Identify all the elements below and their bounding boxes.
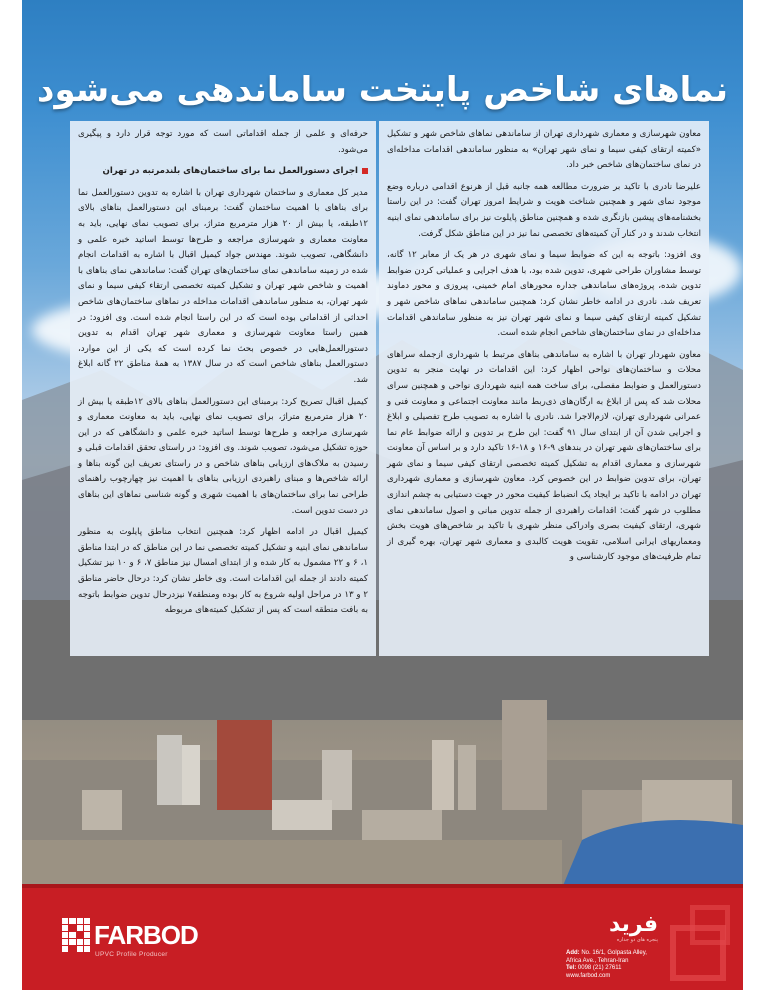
article-column-right	[379, 121, 709, 656]
address-label: Add:	[566, 950, 580, 956]
article-paragraph: کیمیل اقبال در ادامه اظهار کرد: همچنین انتخاب مناطق پایلوت به منظور ساماندهی نمای ابنیه و تشکیل کمیته تخصصی نما در این مناطق که در ابتدا مناطق ۱، ۶ و ۲۲ مشمول به کار شده و از ابتدای امسال نیز مناطق ۷، ۶ و ۱۰ نیز تشکیل کمیته دادند از جمله این اقدامات است. وی خاطر نشان کرد: درحال حاضر مناطق ۲ و ۱۳ در مراحل اولیه شروع به کار بوده ومنطقه۷ نیزدرحال تدوین ضوابط باتوجه به بافت منطقه است که پس از تشکیل کمیته‌های مربوطه	[78, 527, 368, 616]
article-paragraph: علیرضا نادری با تاکید بر ضرورت مطالعه همه جانبه قبل از هرنوع اقدامی درباره وضع موجود نمای شهر و همچنین شناخت هویت و شرایط امروز تهران گفت: در این راستا بخشنامه‌های پیشین بازنگری شده و همچنین مناطق پایلوت نیز برای ساماندهی نمای ابنیه انتخاب شدند و در کنار آن کمیته‌های تخصصی نما نیز در این مناطق شکل گرفت.	[387, 181, 701, 239]
article-column-left	[70, 121, 376, 656]
article-paragraph: حرفه‌ای و علمی از جمله اقداماتی است که مورد توجه قرار دارد و پیگیری می‌شود.	[78, 129, 368, 155]
farbod-tagline: UPVC Profile Producer	[95, 951, 168, 958]
city-buildings	[22, 640, 743, 888]
section-subheading	[78, 164, 368, 180]
decorative-square	[670, 925, 726, 981]
article-paragraph: معاون شهردار تهران با اشاره به ساماندهی بناهای مرتبط با شهرداری ازجمله سراهای محلات و ساختمان‌های نواحی اظهار کرد: این اقدامات در نهایت منجر به تدوین دستورالعمل و ضوابط مفصلی، برای ساخت همه ابنیه شهرداری نواحی و همچنین سرای محلات شد که پس از ابلاغ به ارگان‌های ذی‌ربط مانند معاونت اجتماعی و معاونت فنی و عمرانی شهرداری تهران، لازم‌الاجرا شد. نادری با اشاره به تصویب طرح تفصیلی و ابلاغ و اجرایی شدن آن از ابتدای سال ۹۱ گفت: این طرح بر تدوین و ارائه ضوابط عام نما برای ساختمان‌های شهر تهران در بندهای ۹-۱۶ و ۱۸-۱۶ تاکید دارد و بر اساس آن معاونت شهرسازی و معماری اقدام به تشکیل کمیته تخصصی ارتقای کیفی سیما و نمای شهر تهران، برای تدوین ضوابط در این خصوص کرد. معاون شهرسازی و معماری شهرداری تهران در ادامه با تاکید بر ایجاد یک انضباط کیفیت محور در جهت دستیابی به چشم اندازی مطلوب در شهر گفت: اقدامات راهبردی از جمله تدوین مبانی و اصول ساماندهی نمای شهری، ارتقای کیفیت بصری وادراکی منظر شهری با تاکید بر شاخص‌های هویت بخش ومعماریهای ایرانی اسلامی، تقویت هویت کالبدی و معماری شهر تهران، بهره گیری از تمام ظرفیت‌های موجود کارشناسی و	[387, 349, 702, 563]
tel-number: 0098 (21) 27611	[577, 965, 622, 971]
red-bullet-icon	[362, 168, 368, 174]
address-line-2: Africa Ave., Tehran-Iran	[566, 957, 629, 964]
farbod-wordmark: FARBOD	[94, 919, 198, 950]
tel-label: Tel:	[566, 965, 577, 971]
address-line-1: No. 16/1, Golpasta Alley,	[581, 950, 647, 956]
article-paragraph: معاون شهرسازی و معماری شهرداری تهران از ساماندهی نماهای شاخص شهر و تشکیل «کمیته ارتقای کیفی سیما و نمای شهر تهران» به منظور ساماندهی اقدامات مداخله‌ای در نمای ساختمان‌های شاخص خبر داد.	[387, 129, 701, 171]
farbod-grid-icon	[62, 918, 90, 952]
subheading-text: اجرای دستورالعمل نما برای ساختمان‌های بلندمرتبه در تهران	[102, 166, 358, 177]
farid-logo	[568, 912, 658, 943]
article-paragraph: وی افزود: باتوجه به این که ضوابط سیما و نمای شهری در هر یک از معابر ۱۲ گانه، توسط مشاوران طراحی شهری، تدوین شده بود، با هدف اجرایی و عملیاتی کردن ضوابط تدوین شده، پروژه‌های ساماندهی جداره محورهای امام خمینی، پیروزی و محور دماوند تعریف شد. نادری در ادامه خاطر نشان کرد: همچنین ساماندهی نماهای شاخص شهر و تشکیل کمیته ارتقای کیفی سیما و نمای شهر تهران نیز به منظور ساماندهی اقدامات مداخله‌ای در نمای ساختمان‌های شاخص انجام شده است.	[387, 250, 702, 339]
farid-tagline: پنجره های دو جداره	[616, 937, 658, 943]
contact-block	[566, 950, 647, 980]
farid-wordmark: فرید	[608, 912, 658, 937]
farbod-logo	[62, 918, 198, 952]
article-paragraph: کیمیل اقبال تصریح کرد: برمبنای این دستورالعمل بناهای بالای ۱۲طبقه یا بیش از ۲۰ هزار مترمربع متراژ، برای تصویب نمای نهایی، باید به معاونت معماری و شهرسازی مراجعه و طرح‌ها توسط اساتید خبره علمی و دانشگاهی که در این حوزه تشکیل می‌شود، تصویب شوند. وی افزود: در راستای تحقق اقدامات قبلی و رسیدن به ملاک‌های ارزیابی بناهای شاخص و در راستای تعریف این گونه بناها و ارائه شاخص‌ها و مبنای راهبردی ارزیابی بناهای با اهمیت نیز چهارچوب راهنمای طراحی نما برای ساختمان‌های با اهمیت شهری و گونه شناسی نماهای این بناهای در دست تدوین است.	[78, 396, 368, 516]
article-paragraph: مدیر کل معماری و ساختمان شهرداری تهران با اشاره به تدوین دستورالعمل نما برای بناهای با اهمیت ساختمان گفت: برمبنای این دستورالعمل بناهای بالای ۱۲طبقه، یا بیش از ۲۰ هزار مترمربع متراژ، برای تصویب نمای نهایی، باید به معاونت معماری و شهرسازی مراجعه و طرح‌ها توسط اساتید خبره علمی و دانشگاهی، تصویب شوند. مهندس جواد کیمیل اقبال با اشاره به اقدامات انجام شده در زمینه ساماندهی نمای ساختمان‌های تهران گفت: ساماندهی نمای بناهای با اهمیت و شاخص شهر تهران و تشکیل کمیته تخصصی ارتقاء کیفی سیما و نمای شهر تهران، به منظور ساماندهی اقدامات مداخله در نماهای ساختمان‌های شاخص احداثی از اقداماتی بوده است که در این راستا انجام شده است. وی افزود: در همین راستا معاونت شهرسازی و معماری شهر تهران اقدام به تدوین دستورالعمل‌هایی در خصوص بحث نما کرده است که یکی از این موارد، دستورالعمل بناهای شاخص است که در سال ۱۳۸۷ به همهٔ مناطق ۲۲ گانه ابلاغ شد.	[78, 187, 368, 385]
article-title: نماهای شاخص پایتخت ساماندهی می‌شود	[37, 70, 728, 110]
website-link[interactable]: www.farbod.com	[566, 972, 611, 979]
